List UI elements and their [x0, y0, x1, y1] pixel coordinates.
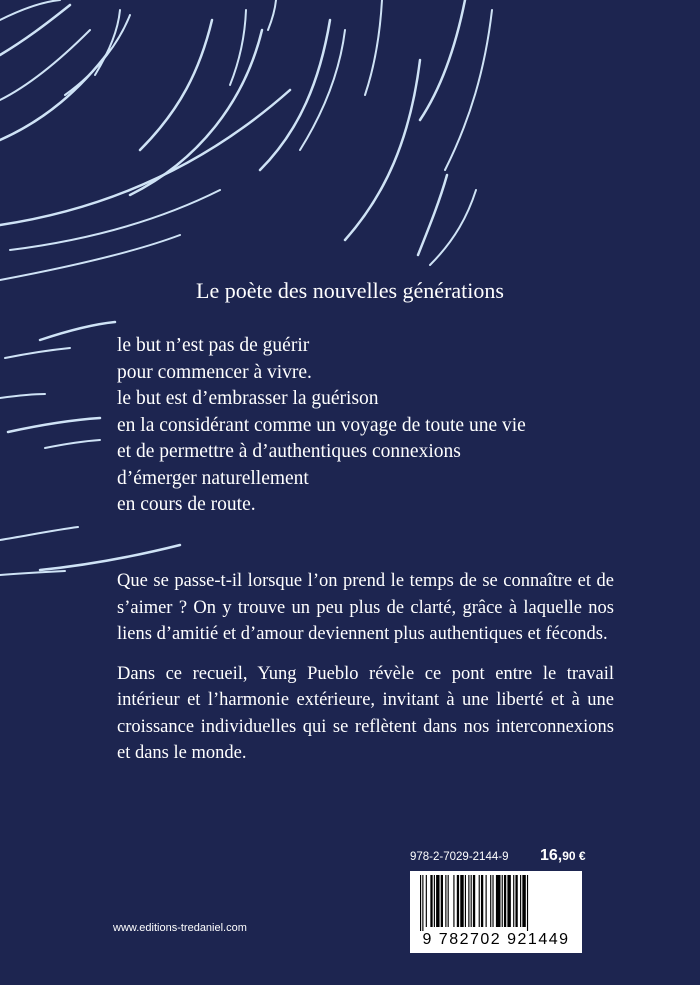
barcode-bar [468, 875, 469, 927]
poem-line: et de permettre à d’authentiques connexions [117, 441, 461, 462]
barcode-bar [460, 875, 463, 927]
stroke-arc [230, 10, 246, 85]
poem-line: le but n’est pas de guérir [117, 335, 310, 356]
barcode-bar [436, 875, 439, 927]
price-cents: 90 € [562, 849, 586, 863]
stroke-arc [10, 190, 220, 250]
stroke-arc [40, 322, 115, 340]
barcode-bar [445, 875, 446, 927]
stroke-arc [130, 30, 262, 195]
stroke-arc [365, 0, 382, 95]
barcode-bar [448, 875, 449, 927]
stroke-arc [0, 90, 290, 225]
barcode-bar [492, 875, 493, 927]
barcode-bar [527, 875, 528, 931]
barcode-bar [441, 875, 443, 927]
barcode-bar [522, 875, 525, 927]
barcode [410, 871, 582, 953]
stroke-arc [0, 0, 60, 20]
barcode-bar [520, 875, 521, 927]
poem-line: d’émerger naturellement [117, 467, 309, 489]
barcode-bar [490, 875, 491, 927]
stroke-arc [420, 0, 465, 120]
poem-line: pour commencer à vivre. [117, 361, 312, 383]
barcode-bar [457, 875, 459, 927]
stroke-arc [418, 175, 447, 255]
barcode-bar [513, 875, 514, 927]
stroke-arc [300, 30, 345, 150]
poem-line: le but est d’embrasser la guérison [117, 388, 379, 409]
stroke-arc [260, 20, 330, 170]
stroke-arc [268, 0, 276, 30]
stroke-arc [445, 10, 492, 170]
stroke-arc [345, 60, 420, 240]
blurb [117, 568, 614, 780]
stroke-arc [430, 190, 476, 265]
barcode-bar [486, 875, 487, 927]
isbn: 978-2-7029-2144-9 [410, 851, 509, 863]
barcode-digits: 9 782702 921449 [422, 931, 570, 948]
stroke-arc [65, 15, 130, 95]
stroke-arc [0, 5, 70, 55]
stroke-arc [0, 394, 45, 398]
barcode-bar [453, 875, 454, 927]
barcode-bar [515, 875, 517, 927]
barcode-bars [410, 871, 582, 933]
barcode-bar [434, 875, 435, 927]
stroke-arc [0, 527, 78, 540]
barcode-bar [507, 875, 510, 927]
barcode-bar [465, 875, 466, 927]
price [540, 847, 586, 865]
barcode-bar [426, 875, 427, 927]
tagline: Le poète des nouvelles générations [196, 278, 504, 303]
barcode-bar [471, 875, 472, 927]
price-main: 16, [540, 847, 563, 864]
stroke-arc [40, 545, 180, 570]
barcode-bar [422, 875, 423, 931]
barcode-bar [479, 875, 480, 927]
stroke-arc [45, 440, 100, 448]
barcode-bar [504, 875, 506, 927]
barcode-bar [502, 875, 503, 927]
barcode-bar [481, 875, 483, 927]
publisher-website: www.editions-tredaniel.com [113, 922, 247, 934]
blurb-paragraph: Dans ce recueil, Yung Pueblo révèle ce pont entre le travail intérieur et l’harmonie extérieure, invitant à une liberté et à une croissance individuelles qui se reflètent dans nos interconnexions et dans le monde. [117, 663, 614, 763]
barcode-bar [420, 875, 421, 931]
poem-line: en cours de route. [117, 494, 256, 515]
stroke-arc [5, 348, 70, 358]
blurb-paragraph: Que se passe-t-il lorsque l’on prend le temps de se connaître et de s’aimer ? On y trouve un peu plus de clarté, grâce à laquelle nos liens d’amitié et d’amour deviennent plus authentiques et féconds. [117, 571, 614, 644]
stroke-arc [0, 571, 65, 575]
stroke-arc [8, 418, 100, 432]
poem-line: en la considérant comme un voyage de toute une vie [117, 414, 526, 436]
poem [117, 333, 637, 519]
stroke-arc [0, 235, 180, 280]
stroke-arc [140, 20, 212, 150]
barcode-bar [430, 875, 432, 927]
barcode-bar [496, 875, 501, 927]
barcode-bar [473, 875, 475, 927]
